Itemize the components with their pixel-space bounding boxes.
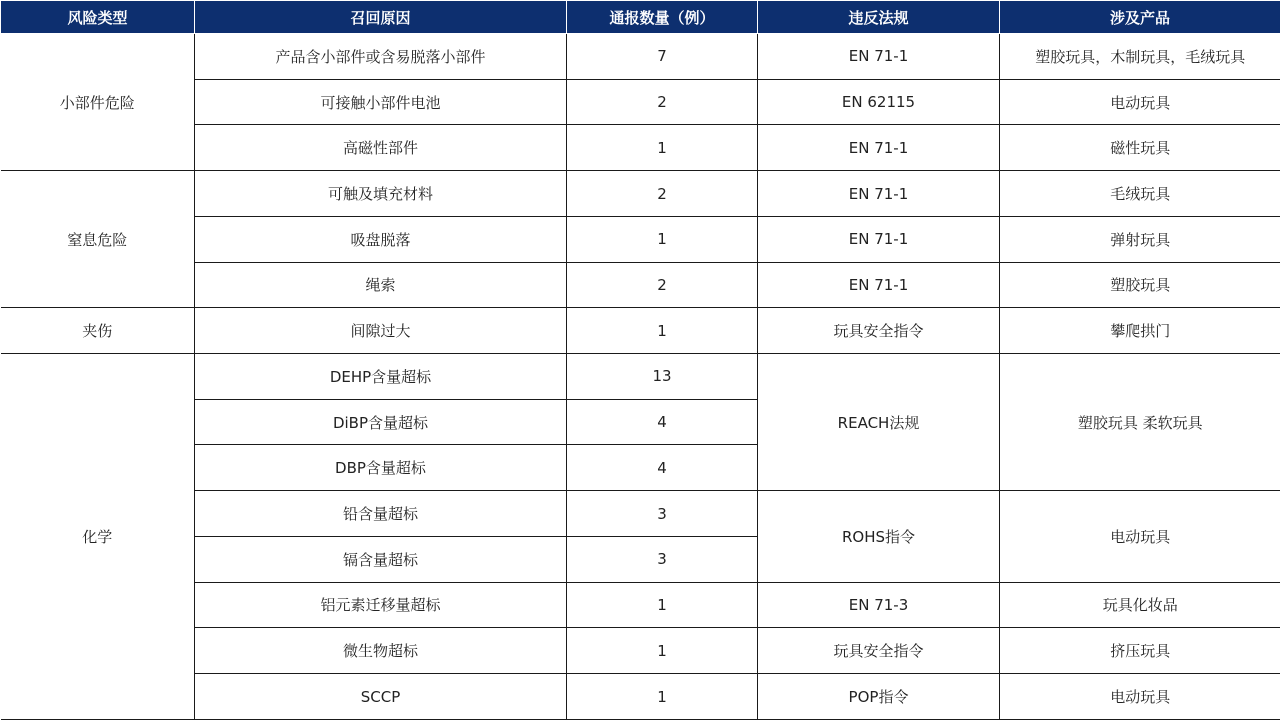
header-risk-type: 风险类型	[1, 1, 195, 34]
regulation-cell: 玩具安全指令	[758, 628, 1000, 674]
reason-cell: 高磁性部件	[195, 125, 567, 171]
count-cell: 1	[567, 308, 758, 354]
reason-cell: 微生物超标	[195, 628, 567, 674]
count-cell: 13	[567, 354, 758, 400]
regulation-cell: EN 71-1	[758, 125, 1000, 171]
products-cell: 电动玩具	[1000, 674, 1280, 720]
regulation-cell: REACH法规	[758, 354, 1000, 491]
header-row	[1, 1, 1280, 34]
products-cell: 电动玩具	[1000, 491, 1280, 582]
reason-cell: 产品含小部件或含易脱落小部件	[195, 34, 567, 80]
count-cell: 1	[567, 125, 758, 171]
products-cell: 毛绒玩具	[1000, 171, 1280, 217]
regulation-cell: 玩具安全指令	[758, 308, 1000, 354]
products-cell: 塑胶玩具，木制玩具，毛绒玩具	[1000, 34, 1280, 80]
regulation-cell: EN 62115	[758, 79, 1000, 125]
regulation-cell: EN 71-3	[758, 582, 1000, 628]
regulation-cell: POP指令	[758, 674, 1000, 720]
count-cell: 2	[567, 262, 758, 308]
header-involved-products: 涉及产品	[1000, 1, 1280, 34]
regulation-cell: EN 71-1	[758, 34, 1000, 80]
header-recall-reason: 召回原因	[195, 1, 567, 34]
count-cell: 3	[567, 491, 758, 537]
table-row	[1, 354, 1280, 400]
reason-cell: DBP含量超标	[195, 445, 567, 491]
reason-cell: 铅含量超标	[195, 491, 567, 537]
count-cell: 7	[567, 34, 758, 80]
products-cell: 电动玩具	[1000, 79, 1280, 125]
regulation-cell: EN 71-1	[758, 171, 1000, 217]
risk-type-cell: 窒息危险	[1, 171, 195, 308]
reason-cell: 铝元素迁移量超标	[195, 582, 567, 628]
risk-type-cell: 夹伤	[1, 308, 195, 354]
count-cell: 1	[567, 216, 758, 262]
count-cell: 1	[567, 582, 758, 628]
header-violated-regulation: 违反法规	[758, 1, 1000, 34]
table-row	[1, 308, 1280, 354]
risk-type-cell: 化学	[1, 354, 195, 720]
products-cell: 弹射玩具	[1000, 216, 1280, 262]
products-cell: 磁性玩具	[1000, 125, 1280, 171]
count-cell: 4	[567, 445, 758, 491]
reason-cell: 可触及填充材料	[195, 171, 567, 217]
reason-cell: 镉含量超标	[195, 536, 567, 582]
regulation-cell: EN 71-1	[758, 262, 1000, 308]
reason-cell: 绳索	[195, 262, 567, 308]
reason-cell: DEHP含量超标	[195, 354, 567, 400]
table-row	[1, 34, 1280, 80]
regulation-cell: ROHS指令	[758, 491, 1000, 582]
reason-cell: 可接触小部件电池	[195, 79, 567, 125]
table-row	[1, 171, 1280, 217]
risk-type-cell: 小部件危险	[1, 34, 195, 171]
products-cell: 挤压玩具	[1000, 628, 1280, 674]
count-cell: 1	[567, 674, 758, 720]
products-cell: 塑胶玩具	[1000, 262, 1280, 308]
count-cell: 3	[567, 536, 758, 582]
count-cell: 2	[567, 171, 758, 217]
reason-cell: DiBP含量超标	[195, 399, 567, 445]
products-cell: 玩具化妆品	[1000, 582, 1280, 628]
header-report-count: 通报数量（例）	[567, 1, 758, 34]
products-cell: 塑胶玩具 柔软玩具	[1000, 354, 1280, 491]
products-cell: 攀爬拱门	[1000, 308, 1280, 354]
reason-cell: 吸盘脱落	[195, 216, 567, 262]
count-cell: 2	[567, 79, 758, 125]
count-cell: 4	[567, 399, 758, 445]
reason-cell: SCCP	[195, 674, 567, 720]
count-cell: 1	[567, 628, 758, 674]
reason-cell: 间隙过大	[195, 308, 567, 354]
regulation-cell: EN 71-1	[758, 216, 1000, 262]
